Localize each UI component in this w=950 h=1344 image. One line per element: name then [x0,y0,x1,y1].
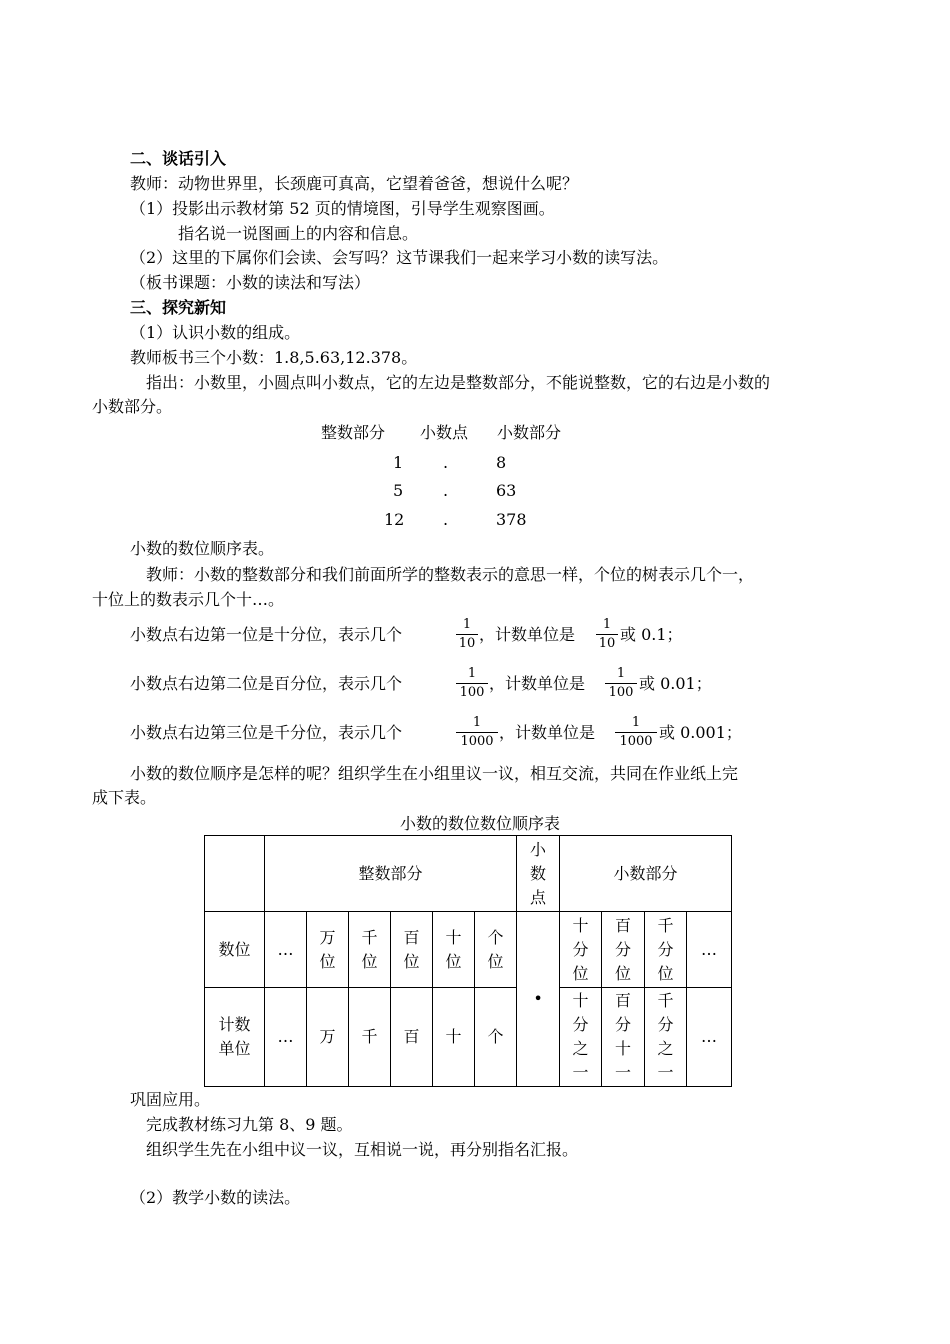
table-cell [475,912,517,988]
place-text: ，计数单位是 [499,723,596,742]
fraction [456,616,478,653]
parts-cell: . [443,481,449,500]
cell-text: 万位 [319,927,336,971]
cell-text: 百分十一 [615,991,632,1082]
paragraph-line: 小数部分。 [92,397,173,416]
paragraph-line: 教师：小数的整数部分和我们前面所学的整数表示的意思一样，个位的树表示几个一， [146,565,755,584]
table-cell [687,988,732,1087]
fraction [605,665,637,702]
parts-cell: . [443,510,449,529]
cell-text: 个位 [487,927,504,971]
fraction-denominator: 10 [458,636,476,651]
parts-cell: . [443,453,449,472]
paragraph-line: 小数的数位顺序表。 [130,539,275,558]
cell-text: 十分位 [572,915,589,983]
paragraph-line: 十位上的数表示几个十…。 [92,590,285,609]
table-cell [265,912,307,988]
place-text: 小数点右边第一位是十分位，表示几个 [130,625,403,644]
table-cell [645,912,687,988]
fraction-numerator: 1 [472,715,482,730]
fraction-denominator: 1000 [460,734,494,749]
table-row [205,988,732,1087]
digit-order-table [204,835,732,1087]
paragraph-line: 小数的数位顺序是怎样的呢？组织学生在小组里议一议，相互交流，共同在作业纸上完 [130,764,739,783]
row-label: 数位 [205,912,265,988]
fraction-numerator: 1 [462,617,472,632]
place-text: 或 0.1； [620,625,683,644]
table-cell [391,988,433,1087]
section-heading-2: 二、谈话引入 [130,149,227,168]
cell-text: 千 [361,1027,378,1046]
parts-cell: 12 [384,510,405,529]
cell-text: … [277,939,294,959]
section-heading-3: 三、探究新知 [130,298,227,317]
place-text: 小数点右边第二位是百分位，表示几个 [130,674,403,693]
table-cell [265,988,307,1087]
table-cell [391,912,433,988]
place-text: 或 0.01； [639,674,712,693]
fraction [456,665,488,702]
fraction-denominator: 1000 [619,734,653,749]
cell-text: 十 [445,1027,462,1046]
point-header: 小数点 [530,839,547,907]
parts-header-decimal: 小数部分 [497,423,562,442]
decimal-part-header: 小数部分 [560,836,732,912]
table-cell [349,988,391,1087]
place-text: 小数点右边第三位是千分位，表示几个 [130,723,403,742]
table-cell [560,912,602,988]
place-text: ，计数单位是 [479,625,576,644]
table-caption: 小数的数位数位顺序表 [400,814,561,833]
cell-text: 百 [403,1027,420,1046]
table-cell [433,988,475,1087]
table-corner-cell [205,836,265,912]
paragraph-line: （2）教学小数的读法。 [130,1188,301,1207]
paragraph-line: （2）这里的下属你们会读、会写吗？这节课我们一起来学习小数的读写法。 [130,248,669,267]
table-row [205,912,732,988]
cell-text: … [701,939,718,959]
paragraph-line: 指名说一说图画上的内容和信息。 [178,224,419,243]
cell-text: … [277,1027,294,1046]
cell-text: … [701,1027,718,1046]
cell-text: 十位 [445,927,462,971]
table-cell [645,988,687,1087]
cell-text: 百分位 [615,915,632,983]
parts-cell: 8 [496,453,507,472]
fraction-numerator: 1 [602,617,612,632]
paragraph-line: 教师：动物世界里，长颈鹿可真高，它望着爸爸，想说什么呢？ [130,174,579,193]
cell-text: 万 [319,1027,336,1046]
row-label [205,988,265,1087]
paragraph-line: （板书课题：小数的读法和写法） [130,273,371,292]
place-text: 或 0.001； [659,723,742,742]
paragraph-line: 组织学生先在小组中议一议，互相说一说，再分别指名汇报。 [146,1140,579,1159]
paragraph-line: 教师板书三个小数：1.8,5.63,12.378。 [130,348,418,367]
fraction-numerator: 1 [631,715,641,730]
fraction [615,714,657,751]
fraction-denominator: 100 [459,685,485,700]
fraction-numerator: 1 [616,666,626,681]
fraction [596,616,618,653]
parts-cell: 5 [393,481,404,500]
cell-text: 千分位 [657,915,674,983]
paragraph-line: 完成教材练习九第 8、9 题。 [146,1115,353,1134]
integer-part-header: 整数部分 [265,836,517,912]
table-header-row [205,836,732,912]
parts-header-point: 小数点 [420,423,469,442]
cell-text: 百位 [403,927,420,971]
table-cell [433,912,475,988]
table-cell [602,988,645,1087]
paragraph-line: （1）投影出示教材第 52 页的情境图，引导学生观察图画。 [130,199,555,218]
parts-cell: 1 [393,453,404,472]
table-cell [602,912,645,988]
cell-text: 千位 [361,927,378,971]
table-cell [475,988,517,1087]
cell-text: 个 [487,1027,504,1046]
table-cell [307,912,349,988]
cell-text: 十分之一 [572,991,589,1082]
parts-cell: 63 [496,481,517,500]
paragraph-line: 成下表。 [92,788,157,807]
cell-text: 计数单位 [218,1015,251,1058]
fraction-denominator: 100 [608,685,634,700]
table-cell [687,912,732,988]
table-cell [307,988,349,1087]
table-cell [560,988,602,1087]
parts-cell: 378 [496,510,527,529]
fraction-numerator: 1 [467,666,477,681]
cell-text: 千分之一 [657,991,674,1082]
place-text: ，计数单位是 [489,674,586,693]
paragraph-line: 指出：小数里，小圆点叫小数点，它的左边是整数部分，不能说整数，它的右边是小数的 [146,373,771,392]
decimal-point-cell: • [517,912,560,1087]
paragraph-line: （1）认识小数的组成。 [130,323,301,342]
parts-header-integer: 整数部分 [321,423,386,442]
point-header-cell [517,836,560,912]
fraction-denominator: 10 [598,636,616,651]
fraction [456,714,498,751]
table-cell [349,912,391,988]
paragraph-line: 巩固应用。 [130,1090,211,1109]
